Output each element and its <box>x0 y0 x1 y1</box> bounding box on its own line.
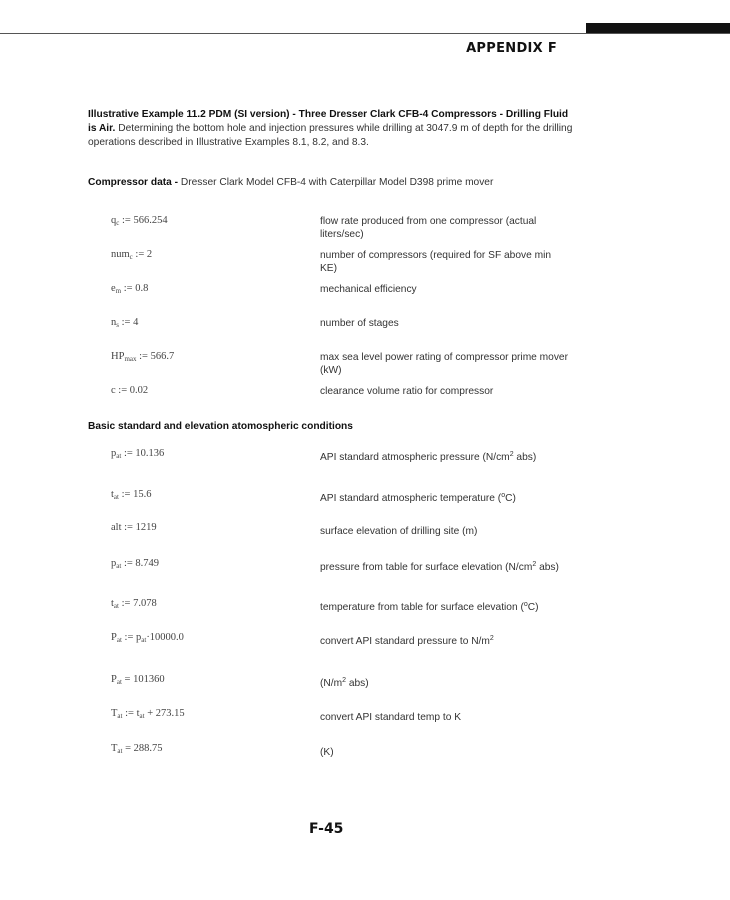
example-description: Determining the bottom hole and injection pressures while drilling at 3047.9 m of depth for the drilling operations described in Illustrative Examples 8.1, 8.2, and 8.3. <box>88 123 573 148</box>
formula-description: temperature from table for surface elevation ($^o$C) <box>320 601 539 613</box>
formula: $q_c$ := 566.254 <box>111 215 168 227</box>
formula: $t_{at}$ := 7.078 <box>111 598 157 610</box>
formula-description: convert API standard temp to K <box>320 712 462 723</box>
formula-description: convert API standard pressure to $N/m^2$ <box>320 635 494 647</box>
formula-description: max sea level power rating of compressor prime mover (kW) <box>320 352 568 376</box>
formula: $T_{at}$ := $t_{at} + 273.15$ <box>111 708 185 720</box>
formula-description: number of stages <box>320 318 399 329</box>
formula: $T_{at} = 288.75$ <box>111 743 163 755</box>
appendix-label: APPENDIX F <box>466 41 557 56</box>
formula: $t_{at}$ := 15.6 <box>111 489 152 501</box>
formula: $P_{at} = 101360$ <box>111 674 165 686</box>
formula-description: API standard atmospheric temperature ($^o$C) <box>320 492 516 504</box>
formula: $n_s$ := 4 <box>111 317 139 329</box>
formula-description: mechanical efficiency <box>320 284 417 295</box>
compressor-data-label: Compressor data - <box>88 177 179 188</box>
example-intro <box>88 108 578 150</box>
formula-description: flow rate produced from one compressor (actual liters/sec) <box>320 216 537 240</box>
section-heading: Basic standard and elevation atomospheric conditions <box>88 421 353 432</box>
formula: c := 0.02 <box>111 385 149 396</box>
page-number: F-45 <box>309 821 344 837</box>
formula: $P_{at}$ := $p_{at}\cdot 10000.0$ <box>111 632 184 644</box>
formula: num$_c$ := 2 <box>111 249 153 261</box>
formula-description: (K) <box>320 747 334 758</box>
compressor-data-intro <box>88 176 508 189</box>
formula-description: pressure from table for surface elevation ($N/cm^2$ abs) <box>320 561 559 573</box>
example-title: Illustrative Example 11.2 PDM (SI version) - Three Dresser Clark CFB-4 Compressors - Drilling Fluid is Air. <box>88 109 569 134</box>
formula: $e_m$ := 0.8 <box>111 283 149 295</box>
compressor-data-text: Dresser Clark Model CFB-4 with Caterpillar Model D398 prime mover <box>180 177 494 188</box>
formula-description: number of compressors (required for SF above min KE) <box>320 250 552 274</box>
formula-description: API standard atmospheric pressure ($N/cm^2$ abs) <box>320 451 537 463</box>
formula-description: surface elevation of drilling site (m) <box>320 526 478 537</box>
formula-description: ($N/m^2$ abs) <box>320 677 369 689</box>
formula: $p_{at}$ := 10.136 <box>111 448 165 460</box>
formula-description: clearance volume ratio for compressor <box>320 386 494 397</box>
formula: $p_{at}$ := 8.749 <box>111 558 160 570</box>
formula: alt := 1219 <box>111 522 157 533</box>
header-rule <box>0 33 730 34</box>
formula: $HP_{max}$ := 566.7 <box>111 351 175 363</box>
